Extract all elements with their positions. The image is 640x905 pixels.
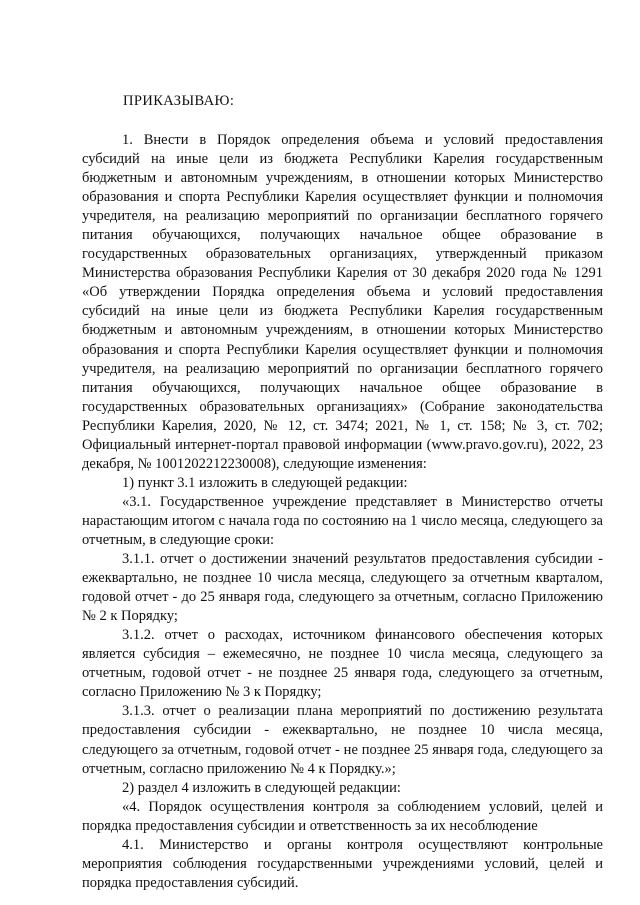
paragraph-subitem-2: 2) раздел 4 изложить в следующей редакции: [122, 779, 401, 796]
document-body [82, 131, 603, 893]
paragraph-4-1: 4.1. Министерство и органы контроля осуществляют контрольные мероприятия соблюдения государственными учреждениями условий, целей и порядка предоставления субсидий. [82, 836, 603, 891]
paragraph-subitem-1: 1) пункт 3.1 изложить в следующей редакции: [122, 474, 408, 491]
paragraph-3-1-2: 3.1.2. отчет о расходах, источником финансового обеспечения которых является субсидия – ежемесячно, не позднее 10 числа месяца, следующего за отчетным, годовой отчет - не позднее 25 января года, следующего за отчетным, согласно Приложению № 3 к Порядку; [82, 627, 603, 701]
paragraph-3-1-3: 3.1.3. отчет о реализации плана мероприятий по достижению результата предоставления субсидии - ежеквартально, не позднее 10 числа месяца, следующего за отчетным, годовой отчет - не позднее 25 января года, следующего за отчетным, согласно приложению № 4 к Порядку.»; [82, 703, 603, 777]
paragraph-section-4: «4. Порядок осуществления контроля за соблюдением условий, целей и порядка предоставления субсидии и ответственность за их несоблюдение [82, 798, 603, 834]
order-heading: ПРИКАЗЫВАЮ: [123, 93, 235, 109]
paragraph-item-1: 1. Внести в Порядок определения объема и условий предоставления субсидий на иные цели из бюджета Республики Карелия государственным бюджетным и автономным учреждениям, в отношении которых Министерство образования и спорта Республики Карелия осуществляет функции и полномочия учредителя, на реализацию мероприятий по организации бесплатного горячего питания обучающихся, получающих начальное общее образование в государственных образовательных организациях, утвержденный приказом Министерства образования Республики Карелия от 30 декабря 2020 года № 1291 «Об утверждении Порядка определения объема и условий предоставления субсидий на иные цели из бюджета Республики Карелия государственным бюджетным и автономным учреждениям, в отношении которых Министерство образования и спорта Республики Карелия осуществляет функции и полномочия учредителя, на реализацию мероприятий по организации бесплатного горячего питания обучающихся, получающих начальное общее образование в государственных образовательных организациях» (Собрание законодательства Республики Карелия, 2020, № 12, ст. 3474; 2021, № 1, ст. 158; № 3, ст. 702; Официальный интернет-портал правовой информации (www.pravo.gov.ru), 2022, 23 декабря, № 1001202212230008), следующие изменения: [82, 132, 603, 472]
paragraph-3-1-1: 3.1.1. отчет о достижении значений результатов предоставления субсидии - ежеквартально, не позднее 10 числа месяца, следующего за отчетным кварталом, годовой отчет - до 25 января года, следующего за отчетным, согласно Приложению № 2 к Порядку; [82, 551, 603, 625]
paragraph-3-1: «3.1. Государственное учреждение представляет в Министерство отчеты нарастающим итогом с начала года по состоянию на 1 число месяца, следующего за отчетным, в следующие сроки: [82, 493, 603, 548]
